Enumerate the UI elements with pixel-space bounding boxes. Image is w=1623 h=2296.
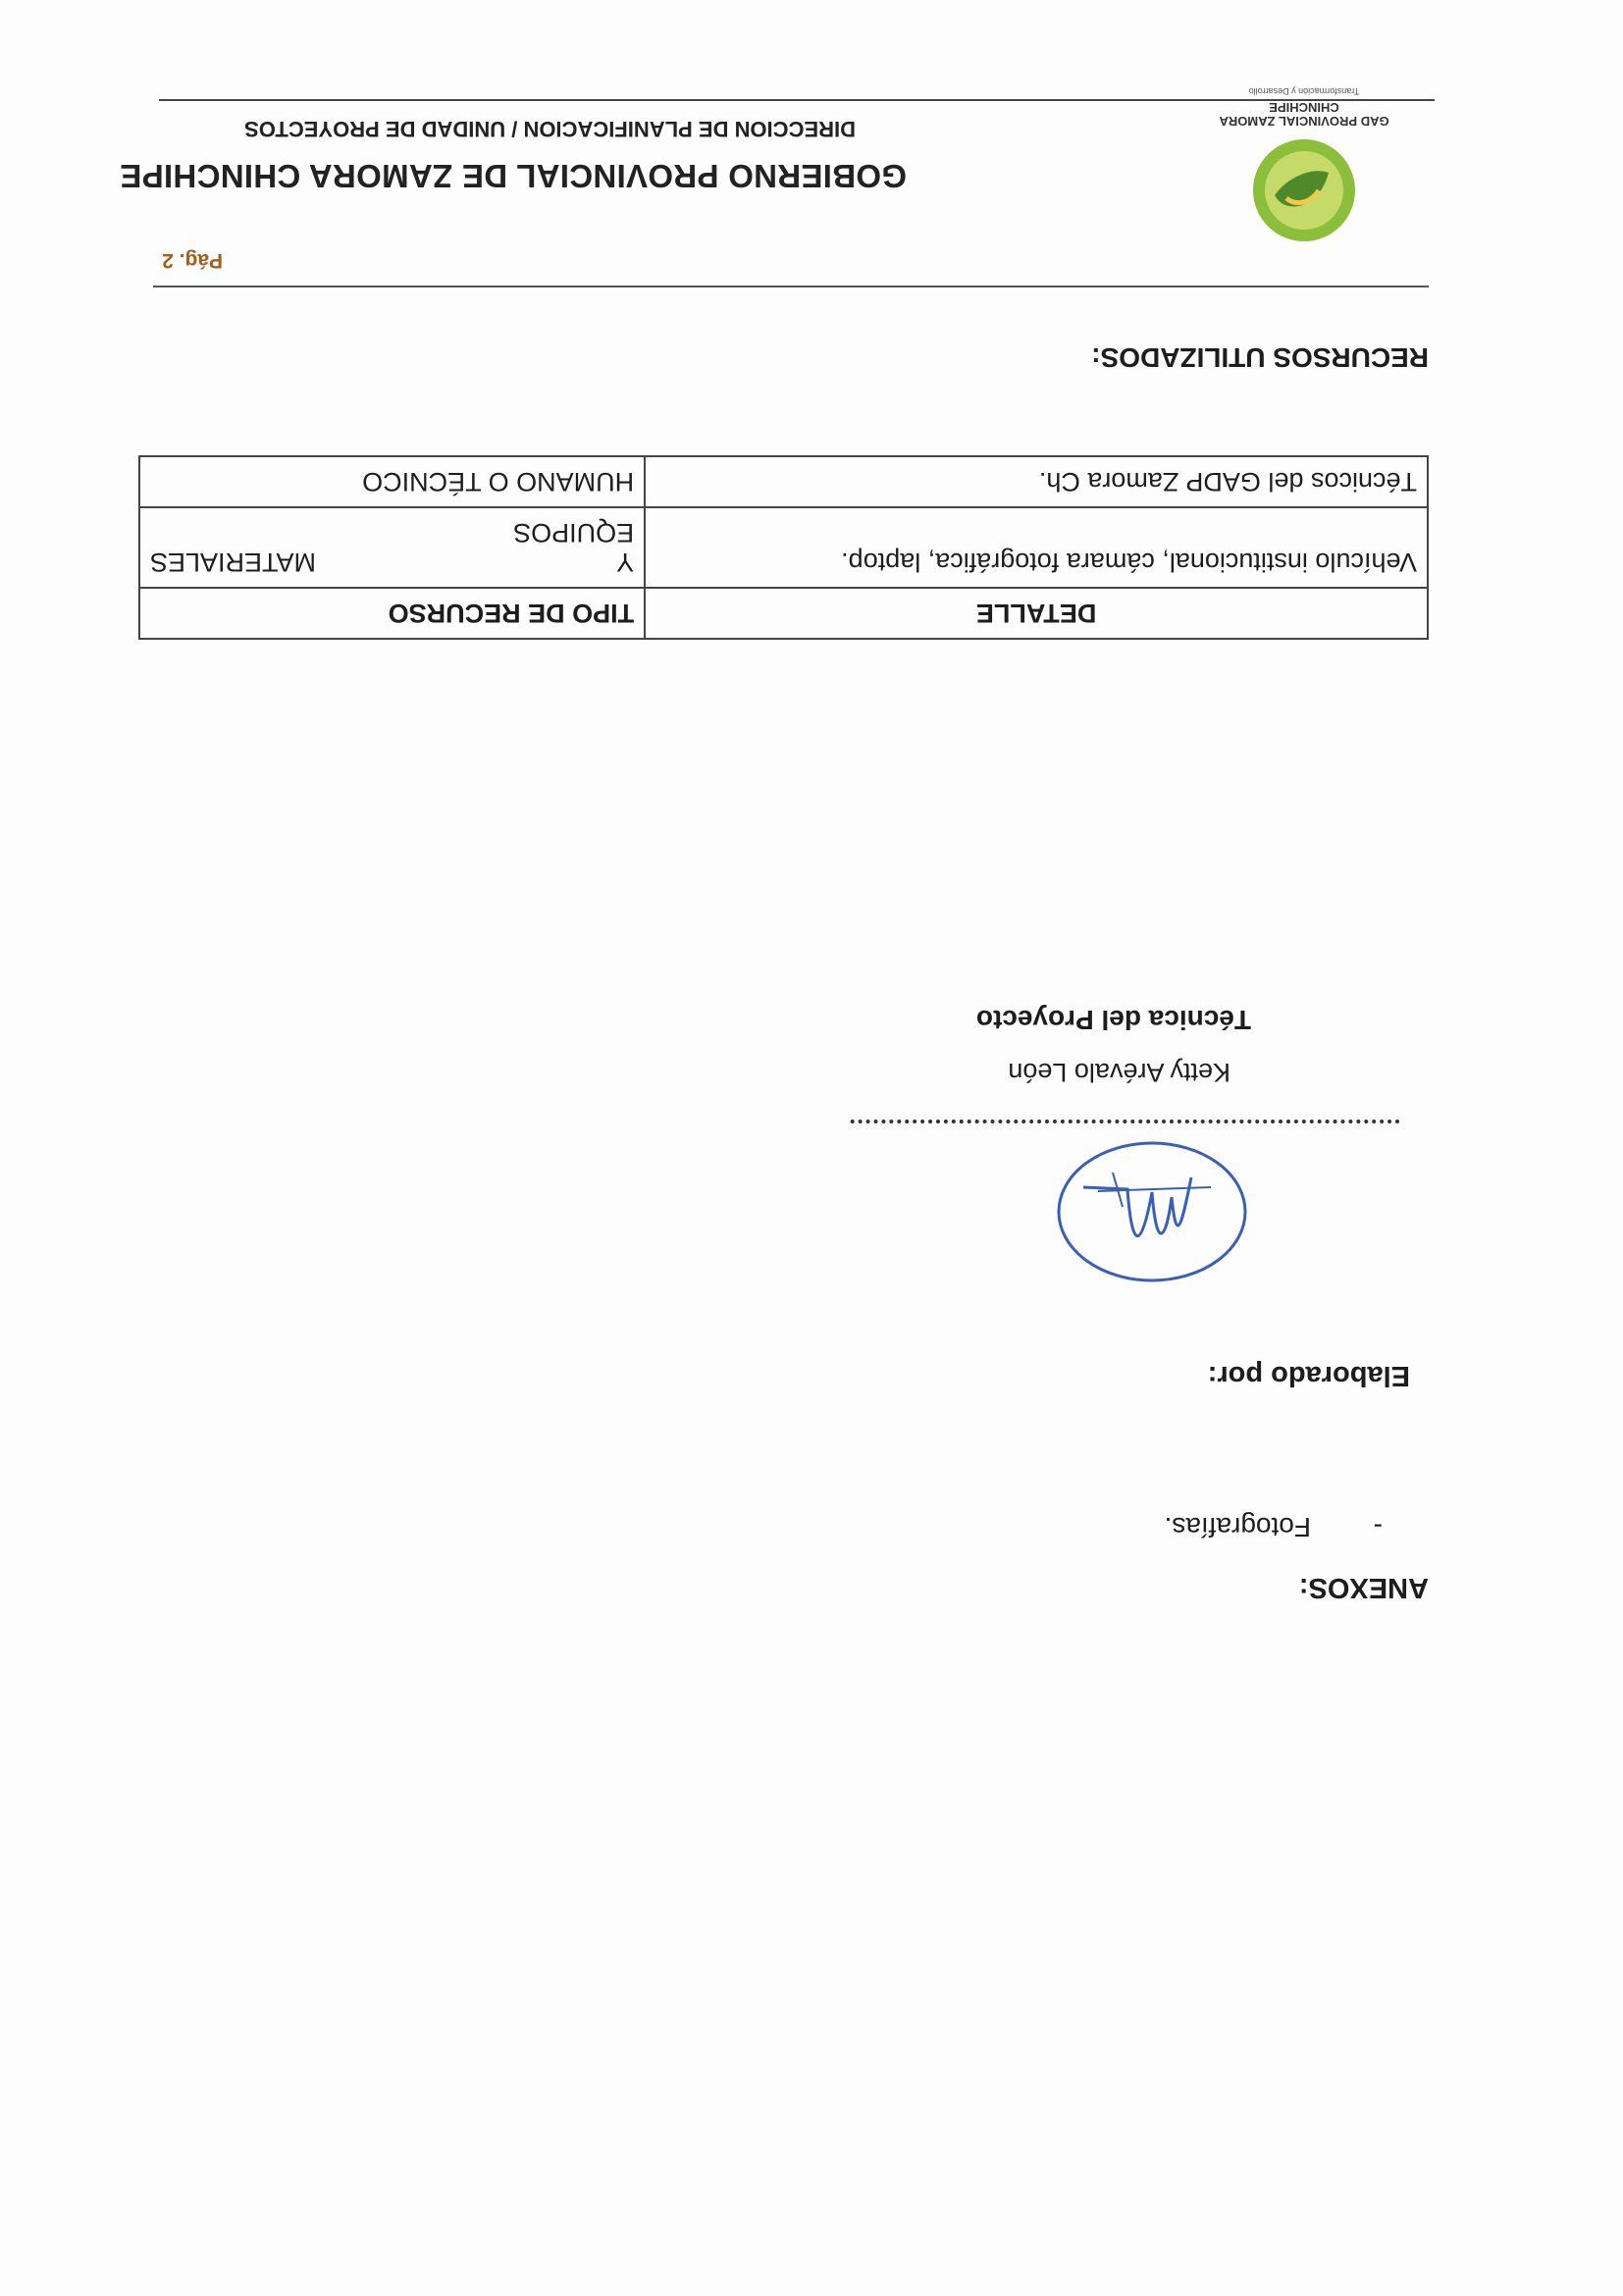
list-item: Fotografías. bbox=[1164, 1512, 1311, 1542]
signer-name: Ketty Arévalo León bbox=[1008, 1058, 1230, 1087]
gad-logo-icon bbox=[1245, 131, 1363, 249]
signature-line bbox=[850, 1120, 1399, 1123]
page-number: Pág. 2 bbox=[162, 249, 223, 272]
logo-tagline: Transformación y Desarrollo bbox=[1248, 86, 1360, 96]
table-row bbox=[139, 588, 1428, 639]
table-row bbox=[139, 456, 1428, 507]
table-cell-detalle: Técnicos del GADP Zamora Ch. bbox=[645, 456, 1428, 507]
anexos-heading: ANEXOS: bbox=[1298, 1572, 1429, 1603]
elaborado-heading: Elaborado por: bbox=[1207, 1360, 1410, 1391]
table-header-tipo: TIPO DE RECURSO bbox=[139, 588, 645, 639]
tipo-word: EQUIPOS bbox=[513, 518, 635, 548]
tipo-word: MATERIALES bbox=[150, 548, 317, 577]
logo-name: GAD PROVINCIAL ZAMORA CHINCHIPE bbox=[1219, 100, 1389, 129]
department-subtitle: DIRECCION DE PLANIFICACION / UNIDAD DE PROYECTOS bbox=[244, 117, 856, 141]
table-cell-tipo: HUMANO O TÉCNICO bbox=[139, 456, 645, 507]
footer-divider bbox=[153, 286, 1429, 287]
table-cell-tipo bbox=[139, 507, 645, 588]
handwritten-signature-icon bbox=[1034, 1128, 1270, 1305]
signer-role: Técnica del Proyecto bbox=[975, 1005, 1251, 1035]
header-divider bbox=[159, 99, 1435, 101]
recursos-heading: RECURSOS UTILIZADOS: bbox=[1091, 342, 1429, 373]
table-row bbox=[139, 507, 1428, 588]
government-title: GOBIERNO PROVINCIAL DE ZAMORA CHINCHIPE bbox=[120, 158, 907, 194]
tipo-word: Y bbox=[616, 548, 635, 577]
table-header-detalle: DETALLE bbox=[645, 588, 1428, 639]
list-bullet: - bbox=[1373, 1512, 1383, 1542]
recursos-table bbox=[138, 455, 1429, 640]
table-cell-detalle: Vehículo institucional, cámara fotográfica, laptop. bbox=[645, 507, 1428, 588]
